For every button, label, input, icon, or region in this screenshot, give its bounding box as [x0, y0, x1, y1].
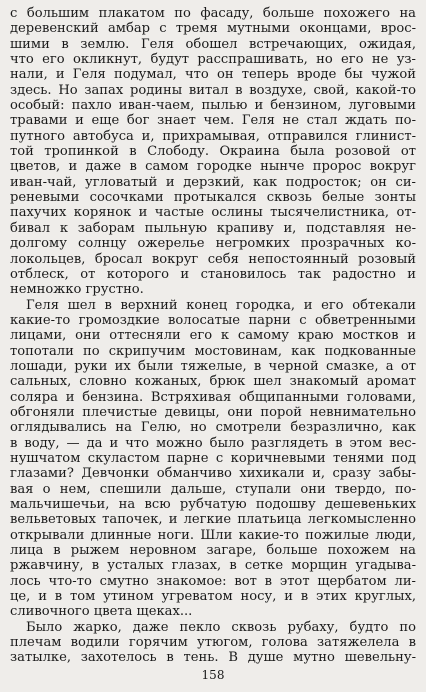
text-line: затылке, захотелось в тень. В душе мутно шевельну-: [10, 650, 416, 666]
text-line: оглядывались на Гелю, но смотрели безразлично, как: [10, 420, 416, 436]
text-line: с большим плакатом по фасаду, больше похожего на: [10, 6, 416, 21]
text-line: лось что-то смутно знакомое: вот в этот щербатом ли-: [10, 573, 416, 589]
text-line: це, и в том утином угреватом носу, и в этих круглых,: [10, 589, 416, 605]
text-line: лица в рыжем неровном загаре, больше похожем на: [10, 543, 416, 559]
text-line: плечам водили горячим утюгом, голова затяжелела в: [10, 635, 416, 651]
text-line: той тропинкой в Слободу. Окраина была розовой от: [10, 144, 416, 160]
text-line: травами и еще бог знает чем. Геля не стал ждать по-: [10, 113, 416, 129]
text-line: что его окликнут, будут расспрашивать, но его не уз-: [10, 52, 416, 68]
text-line: обгоняли плечистые девицы, они порой невнимательно: [10, 404, 416, 420]
text-line: отблеск, от которого и становилось так радостно и: [10, 266, 416, 282]
text-line: топотали по скрипучим мостовинам, как подкованные: [10, 343, 416, 359]
text-line: мальчишечьи, на всю рубчатую подошву дешевеньких: [10, 497, 416, 512]
text-line: Было жарко, даже пекло сквозь рубаху, будто по: [26, 619, 416, 635]
text-line: пахучих корянок и частые ослины тысячелистника, от-: [10, 205, 416, 221]
text-line: вельветовых тапочек, и легкие платьица легкомысленно: [10, 512, 416, 528]
text-line: ржавчину, в усталых глазах, в сетке морщин угадыва-: [10, 558, 416, 574]
text-line: в воду, — да и что можно было разглядеть в этом вес-: [10, 435, 416, 451]
text-line: сальных, словно кожаных, брюк шел знакомый аромат: [10, 374, 416, 390]
text-line: нали, и Геля подумал, что он теперь вроде бы чужой: [10, 67, 416, 83]
text-line: какие-то громоздкие волосатые парни с обветренными: [10, 312, 416, 328]
text-line: деревенский амбар с тремя мутными оконцами, врос-: [10, 21, 416, 37]
text-line: вая о нем, спешили дальше, ступали они твердо, по-: [10, 481, 416, 497]
text-line: локольцев, бросал вокруг себя непостоянный розовый: [10, 251, 416, 267]
text-line: Геля шел в верхний конец городка, и его обтекали: [26, 297, 416, 313]
text-line: лошади, руки их были тяжелые, в черной смазке, а от: [10, 358, 416, 374]
text-line: цветов, и даже в самом городке нынче пророс вокруг: [10, 159, 416, 175]
text-line: глазами? Девчонки обманчиво хихикали и, сразу забы-: [10, 466, 416, 482]
text-line: немножко грустно.: [10, 282, 144, 298]
text-line: здесь. Но запах родины витал в воздухе, свой, какой-то: [10, 82, 416, 98]
text-body: [10, 6, 416, 666]
text-line: особый: пахло иван-чаем, пылью и бензином, луговыми: [10, 98, 416, 114]
text-line: открывали длинные ноги. Шли какие-то пожилые люди,: [10, 527, 416, 543]
text-line: нушчатом скуластом парне с коричневыми тенями под: [10, 450, 416, 466]
page-number: 158: [201, 668, 225, 682]
text-line: бивал к заборам пыльную крапиву и, подставляя не-: [10, 220, 416, 236]
text-line: путного автобуса и, прихрамывая, отправился глинист-: [10, 128, 416, 144]
text-line: соляра и бензина. Встряхивая общипанными головами,: [10, 389, 416, 405]
text-line: шими в землю. Геля обошел встречающих, ожидая,: [10, 36, 416, 52]
text-line: лицами, они оттесняли его к самому краю мостков и: [10, 328, 416, 344]
text-line: долгому солнцу ожерелье негромких прозрачных ко-: [10, 236, 416, 252]
text-line: иван-чай, угловатый и дерзкий, как подросток; он си-: [10, 174, 416, 190]
text-line: реневыми сосочками протыкался сквозь белые зонты: [10, 190, 416, 206]
text-line: сливочного цвета щеках...: [10, 604, 193, 620]
